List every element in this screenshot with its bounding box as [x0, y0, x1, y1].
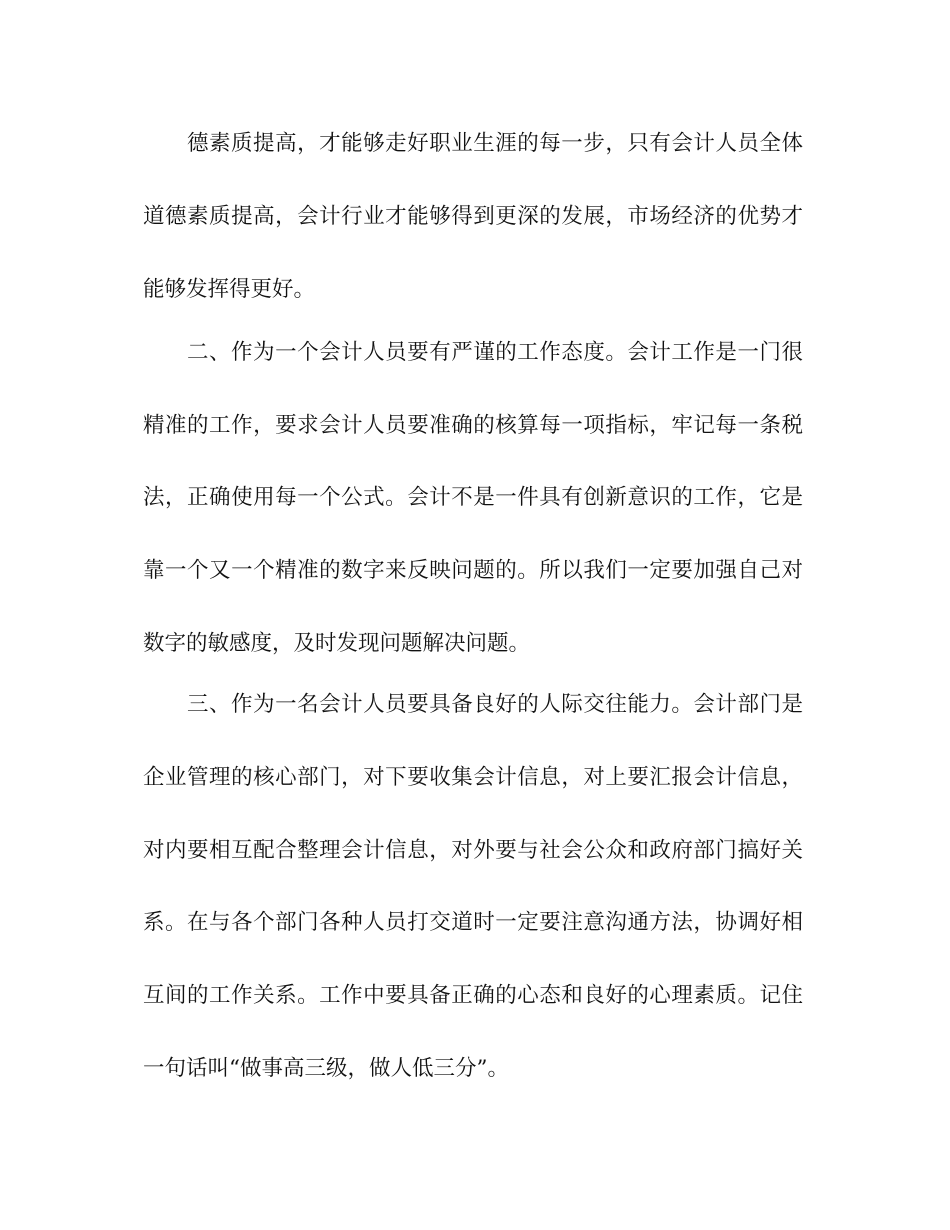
text-line: 三、作为一名会计人员要具备良好的人际交往能力。会计部门是	[187, 692, 803, 717]
text-line: 对内要相互配合整理会计信息，对外要与社会公众和政府部门搞好关	[143, 838, 803, 863]
text-line: 精准的工作，要求会计人员要准确的核算每一项指标，牢记每一条税	[143, 413, 803, 438]
text-line: 法，正确使用每一个公式。会计不是一件具有创新意识的工作，它是	[143, 485, 803, 510]
text-line: 德素质提高，才能够走好职业生涯的每一步，只有会计人员全体	[187, 131, 803, 156]
text-line: 靠一个又一个精准的数字来反映问题的。所以我们一定要加强自己对	[143, 558, 803, 583]
text-line: 能够发挥得更好。	[143, 277, 316, 302]
text-line: 二、作为一个会计人员要有严谨的工作态度。会计工作是一门很	[187, 340, 803, 365]
text-line: 道德素质提高，会计行业才能够得到更深的发展，市场经济的优势才	[143, 204, 803, 229]
text-line: 企业管理的核心部门，对下要收集会计信息，对上要汇报会计信息，	[143, 765, 803, 790]
text-line: 一句话叫“做事高三级，做人低三分”。	[143, 1056, 509, 1081]
text-line: 互间的工作关系。工作中要具备正确的心态和良好的心理素质。记住	[143, 983, 803, 1008]
text-line: 数字的敏感度，及时发现问题解决问题。	[143, 631, 531, 656]
text-line: 系。在与各个部门各种人员打交道时一定要注意沟通方法，协调好相	[143, 910, 803, 935]
